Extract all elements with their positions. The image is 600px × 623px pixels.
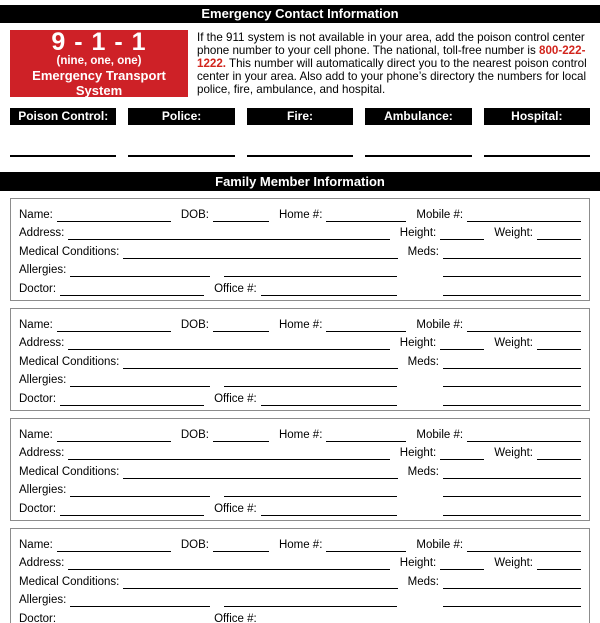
poison-control-phone-number: 800-222-1222. [197,44,586,70]
allergies-overflow-line[interactable] [224,484,397,497]
poison-control-number-line[interactable] [10,155,116,157]
contact-label-fire: Fire: [247,108,353,125]
dob-label: DOB: [180,208,209,221]
member-row-allergies [19,589,581,608]
meds-field-line[interactable] [443,576,581,589]
address-field-line[interactable] [68,557,389,570]
contact-lines-row [10,155,590,157]
meds-field-line[interactable] [443,246,581,259]
family-section-title: Family Member Information [0,172,600,191]
dob-field-line[interactable] [213,319,269,332]
address-label: Address: [19,227,65,240]
medical-conditions-field-line[interactable] [123,576,397,589]
height-label: Height: [399,557,437,570]
family-member-block [10,528,590,623]
emergency-number: 9 - 1 - 1 [51,28,147,56]
office-phone-label: Office #: [214,502,257,515]
allergies-label: Allergies: [19,264,67,277]
home-phone-field-line[interactable] [326,429,406,442]
home-phone-label: Home #: [278,428,323,441]
doctor-field-line[interactable] [60,613,204,623]
weight-label: Weight: [494,447,533,460]
contact-label-poison-control: Poison Control: [10,108,116,125]
contact-labels-row [10,108,590,125]
meds-label: Meds: [407,465,439,478]
dob-field-line[interactable] [213,539,269,552]
weight-label: Weight: [494,557,533,570]
address-label: Address: [19,337,65,350]
doctor-label: Doctor: [19,282,57,295]
instructions-text-before: If the 911 system is not available in your area, add the poison control center phone number to your cell phone. The national, toll-free number is [197,31,585,57]
allergies-field-line[interactable] [70,484,210,497]
weight-label: Weight: [494,227,533,240]
member-row-doctor [19,277,581,296]
meds-overflow-line-2[interactable] [443,503,581,516]
home-phone-field-line[interactable] [326,539,406,552]
weight-field-line[interactable] [537,447,581,460]
doctor-field-line[interactable] [60,393,204,406]
height-field-line[interactable] [440,557,484,570]
address-field-line[interactable] [68,337,389,350]
contact-label-police: Police: [128,108,234,125]
emergency-system-name: Emergency Transport System [32,68,166,98]
medical-conditions-label: Medical Conditions: [19,355,120,368]
allergies-field-line[interactable] [70,264,210,277]
member-row-doctor [19,607,581,623]
weight-field-line[interactable] [537,227,581,240]
doctor-field-line[interactable] [60,283,204,296]
member-row-medical [19,570,581,589]
poison-control-instructions [197,30,590,96]
family-member-block [10,418,590,521]
meds-label: Meds: [407,355,439,368]
height-label: Height: [399,227,437,240]
member-row-name [19,533,581,552]
meds-overflow-line-1[interactable] [443,484,581,497]
member-row-address [19,222,581,241]
name-label: Name: [19,318,53,331]
dob-label: DOB: [180,428,209,441]
name-field-line[interactable] [57,429,171,442]
medical-conditions-label: Medical Conditions: [19,465,120,478]
doctor-label: Doctor: [19,502,57,515]
fire-number-line[interactable] [247,155,353,157]
weight-field-line[interactable] [537,337,581,350]
office-phone-field-line[interactable] [261,283,397,296]
meds-label: Meds: [407,245,439,258]
member-row-name [19,313,581,332]
medical-conditions-field-line[interactable] [123,246,397,259]
member-row-doctor [19,497,581,516]
meds-overflow-line-2[interactable] [443,283,581,296]
mobile-phone-field-line[interactable] [467,429,581,442]
allergies-overflow-line[interactable] [224,374,397,387]
allergies-label: Allergies: [19,484,67,497]
name-label: Name: [19,538,53,551]
office-phone-label: Office #: [214,282,257,295]
medical-conditions-label: Medical Conditions: [19,575,120,588]
doctor-field-line[interactable] [60,503,204,516]
mobile-phone-field-line[interactable] [467,209,581,222]
home-phone-field-line[interactable] [326,209,406,222]
name-label: Name: [19,428,53,441]
member-row-allergies [19,369,581,388]
family-member-block [10,198,590,301]
mobile-phone-label: Mobile #: [416,318,464,331]
member-row-medical [19,240,581,259]
member-row-name [19,423,581,442]
medical-conditions-field-line[interactable] [123,356,397,369]
address-field-line[interactable] [68,447,389,460]
contact-label-ambulance: Ambulance: [365,108,471,125]
height-label: Height: [399,337,437,350]
member-row-medical [19,350,581,369]
doctor-label: Doctor: [19,612,57,623]
ambulance-number-line[interactable] [365,155,471,157]
member-row-medical [19,460,581,479]
address-field-line[interactable] [68,227,389,240]
mobile-phone-field-line[interactable] [467,539,581,552]
allergies-overflow-line[interactable] [224,594,397,607]
meds-field-line[interactable] [443,466,581,479]
mobile-phone-label: Mobile #: [416,428,464,441]
address-label: Address: [19,557,65,570]
height-field-line[interactable] [440,337,484,350]
member-row-address [19,332,581,351]
office-phone-field-line[interactable] [261,613,397,623]
name-field-line[interactable] [57,319,171,332]
mobile-phone-label: Mobile #: [416,208,464,221]
height-field-line[interactable] [440,227,484,240]
office-phone-field-line[interactable] [261,503,397,516]
medical-conditions-field-line[interactable] [123,466,397,479]
family-member-block [10,308,590,411]
emergency-number-words: (nine, one, one) [56,55,142,67]
home-phone-field-line[interactable] [326,319,406,332]
medical-conditions-label: Medical Conditions: [19,245,120,258]
intro-section [10,30,590,97]
member-row-address [19,552,581,571]
dob-label: DOB: [180,538,209,551]
allergies-label: Allergies: [19,594,67,607]
meds-field-line[interactable] [443,356,581,369]
dob-field-line[interactable] [213,429,269,442]
emergency-911-box [10,30,188,97]
hospital-number-line[interactable] [484,155,590,157]
home-phone-label: Home #: [278,538,323,551]
member-row-name [19,203,581,222]
office-phone-field-line[interactable] [261,393,397,406]
name-label: Name: [19,208,53,221]
home-phone-label: Home #: [278,208,323,221]
home-phone-label: Home #: [278,318,323,331]
doctor-label: Doctor: [19,392,57,405]
police-number-line[interactable] [128,155,234,157]
mobile-phone-label: Mobile #: [416,538,464,551]
member-row-allergies [19,259,581,278]
weight-field-line[interactable] [537,557,581,570]
name-field-line[interactable] [57,539,171,552]
instructions-text-after: This number will automatically direct you to the nearest poison control center in your area. Also add to your phone’s directory the numbers for local police, fire, ambulance, and hospital. [197,57,587,96]
height-label: Height: [399,447,437,460]
height-field-line[interactable] [440,447,484,460]
allergies-field-line[interactable] [70,594,210,607]
name-field-line[interactable] [57,209,171,222]
address-label: Address: [19,447,65,460]
office-phone-label: Office #: [214,612,257,623]
office-phone-label: Office #: [214,392,257,405]
member-row-allergies [19,479,581,498]
dob-label: DOB: [180,318,209,331]
page-title: Emergency Contact Information [0,5,600,23]
allergies-field-line[interactable] [70,374,210,387]
allergies-label: Allergies: [19,374,67,387]
contact-label-hospital: Hospital: [484,108,590,125]
meds-overflow-line-2[interactable] [443,393,581,406]
meds-label: Meds: [407,575,439,588]
allergies-overflow-line[interactable] [224,264,397,277]
dob-field-line[interactable] [213,209,269,222]
family-member-list [10,198,590,623]
mobile-phone-field-line[interactable] [467,319,581,332]
meds-overflow-line-1[interactable] [443,594,581,607]
member-row-doctor [19,387,581,406]
meds-overflow-line-1[interactable] [443,374,581,387]
meds-overflow-line-2[interactable] [443,613,581,623]
weight-label: Weight: [494,337,533,350]
member-row-address [19,442,581,461]
meds-overflow-line-1[interactable] [443,264,581,277]
